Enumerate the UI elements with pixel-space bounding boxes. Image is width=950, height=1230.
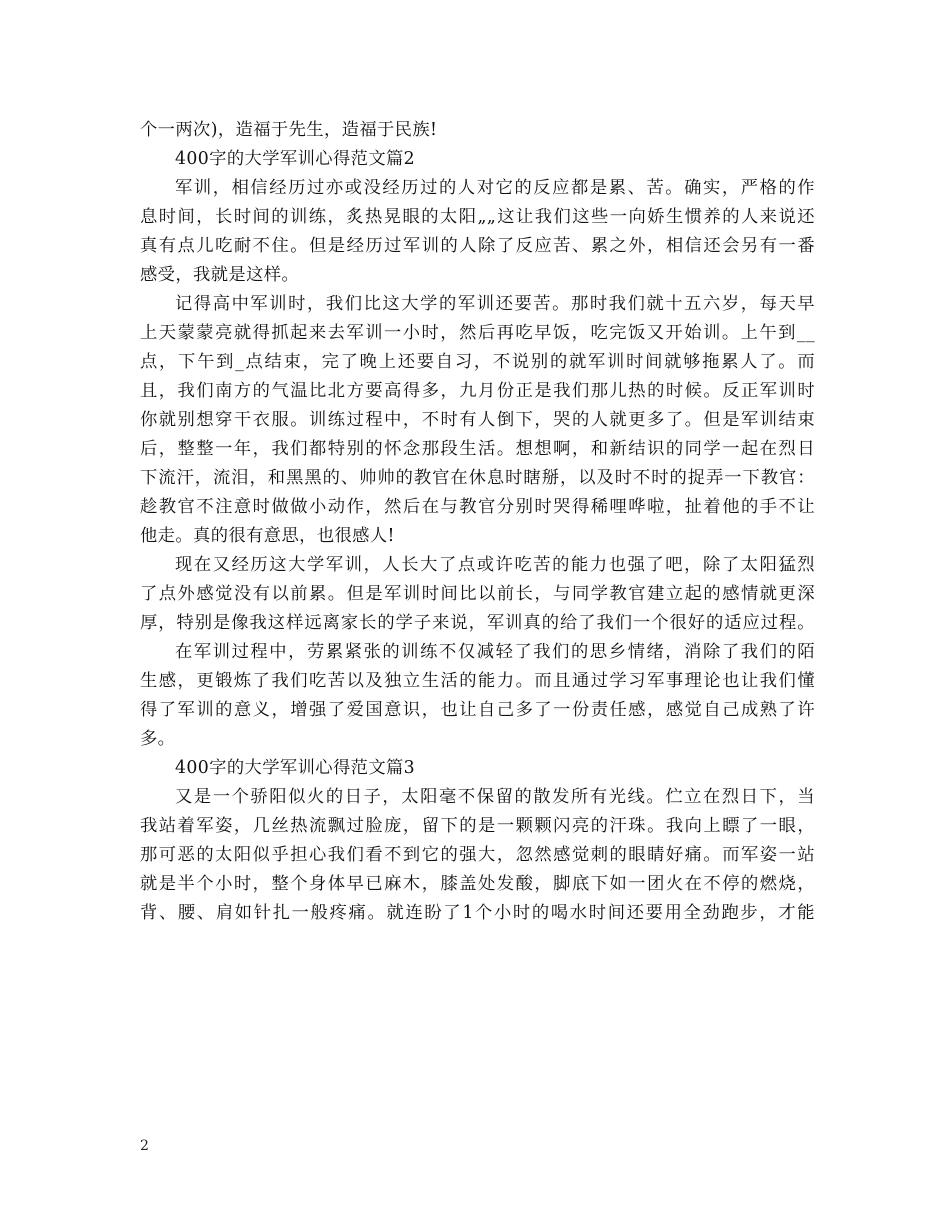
text-line: 且，我们南方的气温比北方要高得多，九月份正是我们那儿热的时候。反正军训时 xyxy=(140,381,815,401)
text-line: 息时间，长时间的训练，炙热晃眼的太阳„„这让我们这些一向娇生惯养的人来说还 xyxy=(140,207,815,227)
text-line: 点，下午到_点结束，完了晚上还要自习，不说别的就军训时间就够拖累人了。而 xyxy=(140,352,815,372)
text-line: 我站着军姿，几丝热流飘过脸庞，留下的是一颗颗闪亮的汗珠。我向上瞟了一眼， xyxy=(140,816,815,836)
text-line: 现在又经历这大学军训，人长大了点或许吃苦的能力也强了吧，除了太阳猛烈 xyxy=(175,555,815,575)
text-line: 400字的大学军训心得范文篇2 xyxy=(175,149,416,169)
text-line: 上天蒙蒙亮就得抓起来去军训一小时，然后再吃早饭，吃完饭又开始训。上午到__ xyxy=(140,323,815,343)
text-line: 了点外感觉没有以前累。但是军训时间比以前长，与同学教官建立起的感情就更深 xyxy=(140,584,815,604)
text-line: 多。 xyxy=(140,729,176,749)
text-line: 厚，特别是像我这样远离家长的学子来说，军训真的给了我们一个很好的适应过程。 xyxy=(140,613,815,633)
text-line: 你就别想穿干衣服。训练过程中，不时有人倒下，哭的人就更多了。但是军训结束 xyxy=(140,410,815,430)
text-line: 又是一个骄阳似火的日子，太阳毫不保留的散发所有光线。伫立在烈日下，当 xyxy=(175,787,815,807)
text-line: 个一两次)，造福于先生，造福于民族! xyxy=(140,120,438,140)
text-line: 军训，相信经历过亦或没经历过的人对它的反应都是累、苦。确实，严格的作 xyxy=(175,178,815,198)
text-line: 400字的大学军训心得范文篇3 xyxy=(175,758,416,778)
text-line: 趁教官不注意时做做小动作，然后在与教官分别时哭得稀哩哗啦，扯着他的手不让 xyxy=(140,497,815,517)
text-line: 记得高中军训时，我们比这大学的军训还要苦。那时我们就十五六岁，每天早 xyxy=(175,294,815,314)
text-line: 生感，更锻炼了我们吃苦以及独立生活的能力。而且通过学习军事理论也让我们懂 xyxy=(140,671,815,691)
page-number: 2 xyxy=(140,1138,149,1154)
document-body xyxy=(140,116,815,928)
text-line: 他走。真的很有意思，也很感人! xyxy=(140,526,395,546)
text-line: 在军训过程中，劳累紧张的训练不仅减轻了我们的思乡情绪，消除了我们的陌 xyxy=(175,642,815,662)
text-line: 后，整整一年，我们都特别的怀念那段生活。想想啊，和新结识的同学一起在烈日 xyxy=(140,439,815,459)
text-line: 得了军训的意义，增强了爱国意识，也让自己多了一份责任感，感觉自己成熟了许 xyxy=(140,700,815,720)
text-line: 下流汗，流泪，和黑黑的、帅帅的教官在休息时瞎掰，以及时不时的捉弄一下教官： xyxy=(140,468,815,488)
text-line: 真有点儿吃耐不住。但是经历过军训的人除了反应苦、累之外，相信还会另有一番 xyxy=(140,236,815,256)
text-line: 就是半个小时，整个身体早已麻木，膝盖处发酸，脚底下如一团火在不停的燃烧， xyxy=(140,874,815,894)
text-line: 那可恶的太阳似乎担心我们看不到它的强大，忽然感觉刺的眼睛好痛。而军姿一站 xyxy=(140,845,815,865)
text-line: 背、腰、肩如针扎一般疼痛。就连盼了1个小时的喝水时间还要用全劲跑步，才能 xyxy=(140,903,815,923)
text-line: 感受，我就是这样。 xyxy=(140,265,300,285)
